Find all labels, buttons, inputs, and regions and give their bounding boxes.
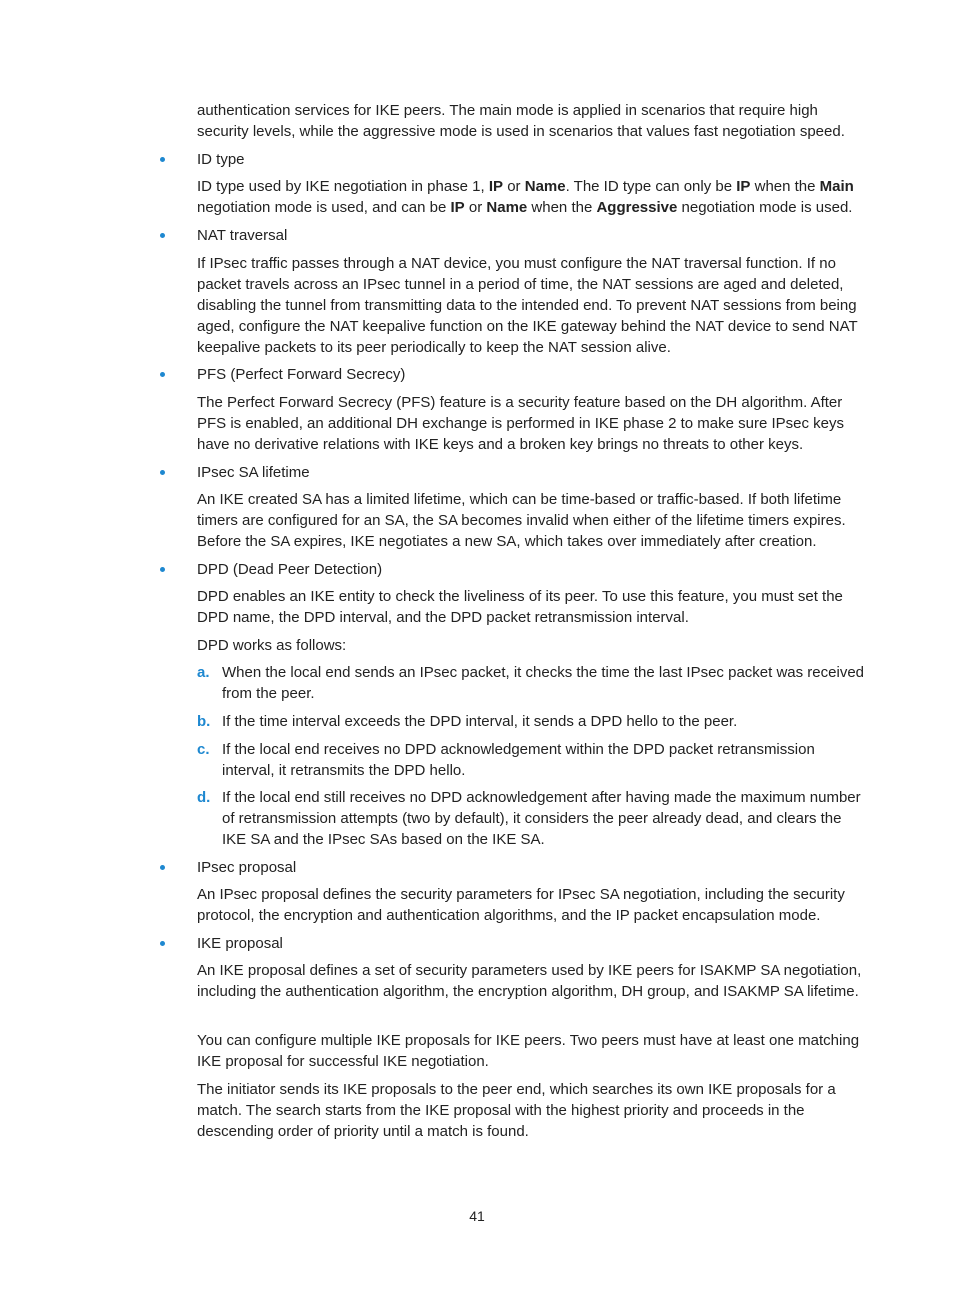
step-letter: b. (197, 713, 211, 730)
bullet-icon (160, 941, 165, 946)
ike-proposal-paragraph-3: The initiator sends its IKE proposals to the peer end, which searches its own IKE proposals for a match. The search starts from the IKE proposal with the highest priority and proceeds in the descending order of priority until a match is found. (197, 1081, 836, 1140)
id-type-paragraph: ID type used by IKE negotiation in phase 1, IP or Name. The ID type can only be IP when the Main negotiation mode is used, and can be IP or Name when the Aggressive negotiation mode is used. (197, 178, 854, 216)
bullet-heading: ID type (197, 151, 245, 168)
bullet-heading: PFS (Perfect Forward Secrecy) (197, 366, 406, 383)
bullet-icon (160, 470, 165, 475)
bullet-icon (160, 372, 165, 377)
intro-paragraph: authentication services for IKE peers. The main mode is applied in scenarios that require high security levels, while the aggressive mode is used in scenarios that values fast negotiation speed. (197, 102, 845, 140)
bullet-heading: IPsec proposal (197, 859, 297, 876)
bullet-icon (160, 567, 165, 572)
nat-paragraph: If IPsec traffic passes through a NAT device, you must configure the NAT traversal function. If no packet travels across an IPsec tunnel in a period of time, the NAT sessions are aged and deleted, disabling the tunnel from transmitting data to the intended end. To prevent NAT sessions from being aged, configure the NAT keepalive function on the IKE gateway behind the NAT device to send NAT keepalive packets to its peer periodically to keep the NAT session alive. (197, 255, 858, 356)
bullet-icon (160, 157, 165, 162)
pfs-paragraph: The Perfect Forward Secrecy (PFS) feature is a security feature based on the DH algorithm. After PFS is enabled, an additional DH exchange is performed in IKE phase 2 to make sure IPsec keys have no derivative relations with IKE keys and a broken key brings no threats to other keys. (197, 394, 845, 453)
step-text: When the local end sends an IPsec packet, it checks the time the last IPsec packet was received from the peer. (222, 664, 864, 702)
step-text: If the time interval exceeds the DPD interval, it sends a DPD hello to the peer. (222, 713, 738, 730)
bullet-icon (160, 865, 165, 870)
bullet-icon (160, 233, 165, 238)
lifetime-paragraph: An IKE created SA has a limited lifetime, which can be time-based or traffic-based. If both lifetime timers are configured for an SA, the SA becomes invalid when either of the lifetime timers expires. Before the SA expires, IKE negotiates a new SA, which takes over immediately after creation. (197, 491, 846, 550)
step-letter: c. (197, 741, 210, 758)
page-number: 41 (469, 1208, 485, 1224)
step-text: If the local end still receives no DPD acknowledgement after having made the maximum number of retransmission attempts (two by default), it considers the peer already dead, and clears the IKE SA and the IPsec SAs based on the IKE SA. (222, 789, 861, 848)
step-letter: a. (197, 664, 210, 681)
dpd-paragraph: DPD enables an IKE entity to check the liveliness of its peer. To use this feature, you must set the DPD name, the DPD interval, and the DPD packet retransmission interval. (197, 588, 843, 626)
bullet-heading: NAT traversal (197, 227, 288, 244)
bullet-heading: DPD (Dead Peer Detection) (197, 561, 383, 578)
ipsec-proposal-paragraph: An IPsec proposal defines the security parameters for IPsec SA negotiation, including the security protocol, the encryption and authentication algorithms, and the IP packet encapsulation mode. (197, 886, 845, 924)
step-text: If the local end receives no DPD acknowledgement within the DPD packet retransmission interval, it retransmits the DPD hello. (222, 741, 815, 779)
ike-proposal-paragraph-2: You can configure multiple IKE proposals for IKE peers. Two peers must have at least one matching IKE proposal for successful IKE negotiation. (197, 1032, 860, 1070)
bullet-heading: IKE proposal (197, 935, 283, 952)
bullet-heading: IPsec SA lifetime (197, 464, 310, 481)
step-letter: d. (197, 789, 211, 806)
ike-proposal-paragraph-1: An IKE proposal defines a set of security parameters used by IKE peers for ISAKMP SA negotiation, including the authentication algorithm, the encryption algorithm, DH group, and ISAKMP SA lifetime. (197, 962, 862, 1000)
dpd-works-paragraph: DPD works as follows: (197, 637, 347, 654)
